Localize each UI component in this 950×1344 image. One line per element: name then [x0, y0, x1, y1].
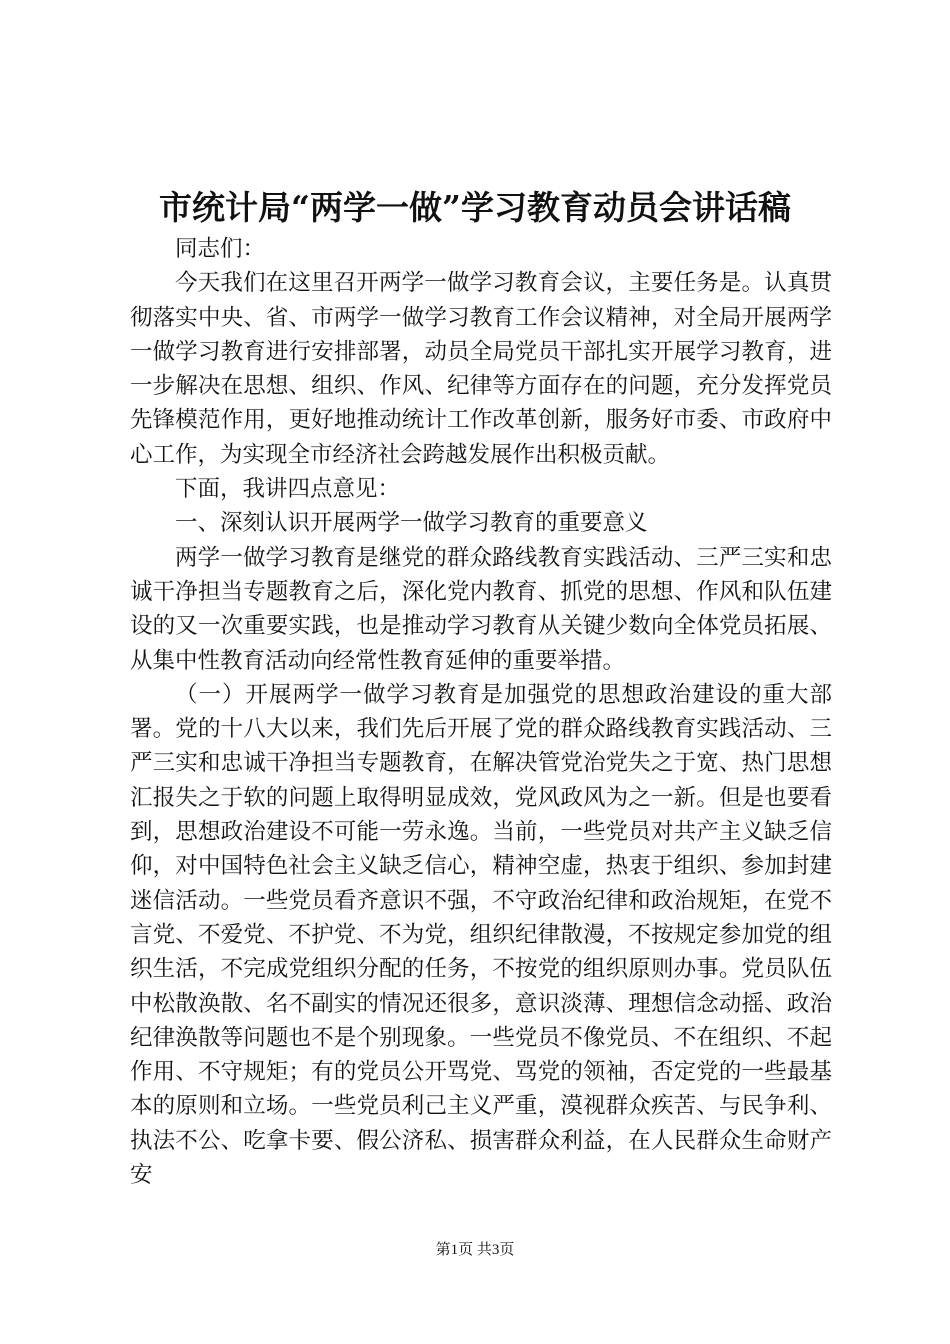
intro-paragraph: 今天我们在这里召开两学一做学习教育会议，主要任务是。认真贯彻落实中央、省、市两学一做学习教育工作会议精神，对全局开展两学一做学习教育进行安排部署，动员全局党员干部扎实开展学习教育，进一步解决在思想、组织、作风、纪律等方面存在的问题，充分发挥党员先锋模范作用，更好地推动统计工作改革创新，服务好市委、市政府中心工作，为实现全市经济社会跨越发展作出积极贡献。 [130, 270, 832, 468]
document-body [130, 232, 832, 1192]
document-title: 市统计局“两学一做”学习教育动员会讲话稿 [159, 188, 791, 227]
section-heading: 一、深刻认识开展两学一做学习教育的重要意义 [175, 510, 648, 537]
salutation-paragraph: 同志们： [175, 236, 266, 262]
section-intro-paragraph: 两学一做学习教育是继党的群众路线教育实践活动、三严三实和忠诚干净担当专题教育之后，深化党内教育、抓党的思想、作风和队伍建设的又一次重要实践，也是推动学习教育从关键少数向全体党员拓展、从集中性教育活动向经常性教育延伸的重要举措。 [130, 544, 832, 674]
subsection-paragraph: （一）开展两学一做学习教育是加强党的思想政治建设的重大部署。党的十八大以来，我们先后开展了党的群众路线教育实践活动、三严三实和忠诚干净担当专题教育，在解决管党治党失之于宽、热门思想汇报失之于软的问题上取得明显成效，党风政风为之一新。但是也要看到，思想政治建设不可能一劳永逸。当前，一些党员对共产主义缺乏信仰，对中国特色社会主义缺乏信心，精神空虚，热衷于组织、参加封建迷信活动。一些党员看齐意识不强，不守政治纪律和政治规矩，在党不言党、不爱党、不护党、不为党，组织纪律散漫，不按规定参加党的组织生活，不完成党组织分配的任务，不按党的组织原则办事。党员队伍中松散涣散、名不副实的情况还很多，意识淡薄、理想信念动摇、政治纪律涣散等问题也不是个别现象。一些党员不像党员、不在组织、不起作用、不守规矩；有的党员公开骂党、骂党的领袖，否定党的一些最基本的原则和立场。一些党员利己主义严重，漠视群众疾苦、与民争利、执法不公、吃拿卡要、假公济私、损害群众利益，在人民群众生命财产安 [130, 681, 832, 1189]
transition-paragraph: 下面，我讲四点意见： [175, 476, 401, 503]
page-footer: 第1页 共3页 [435, 1242, 515, 1258]
